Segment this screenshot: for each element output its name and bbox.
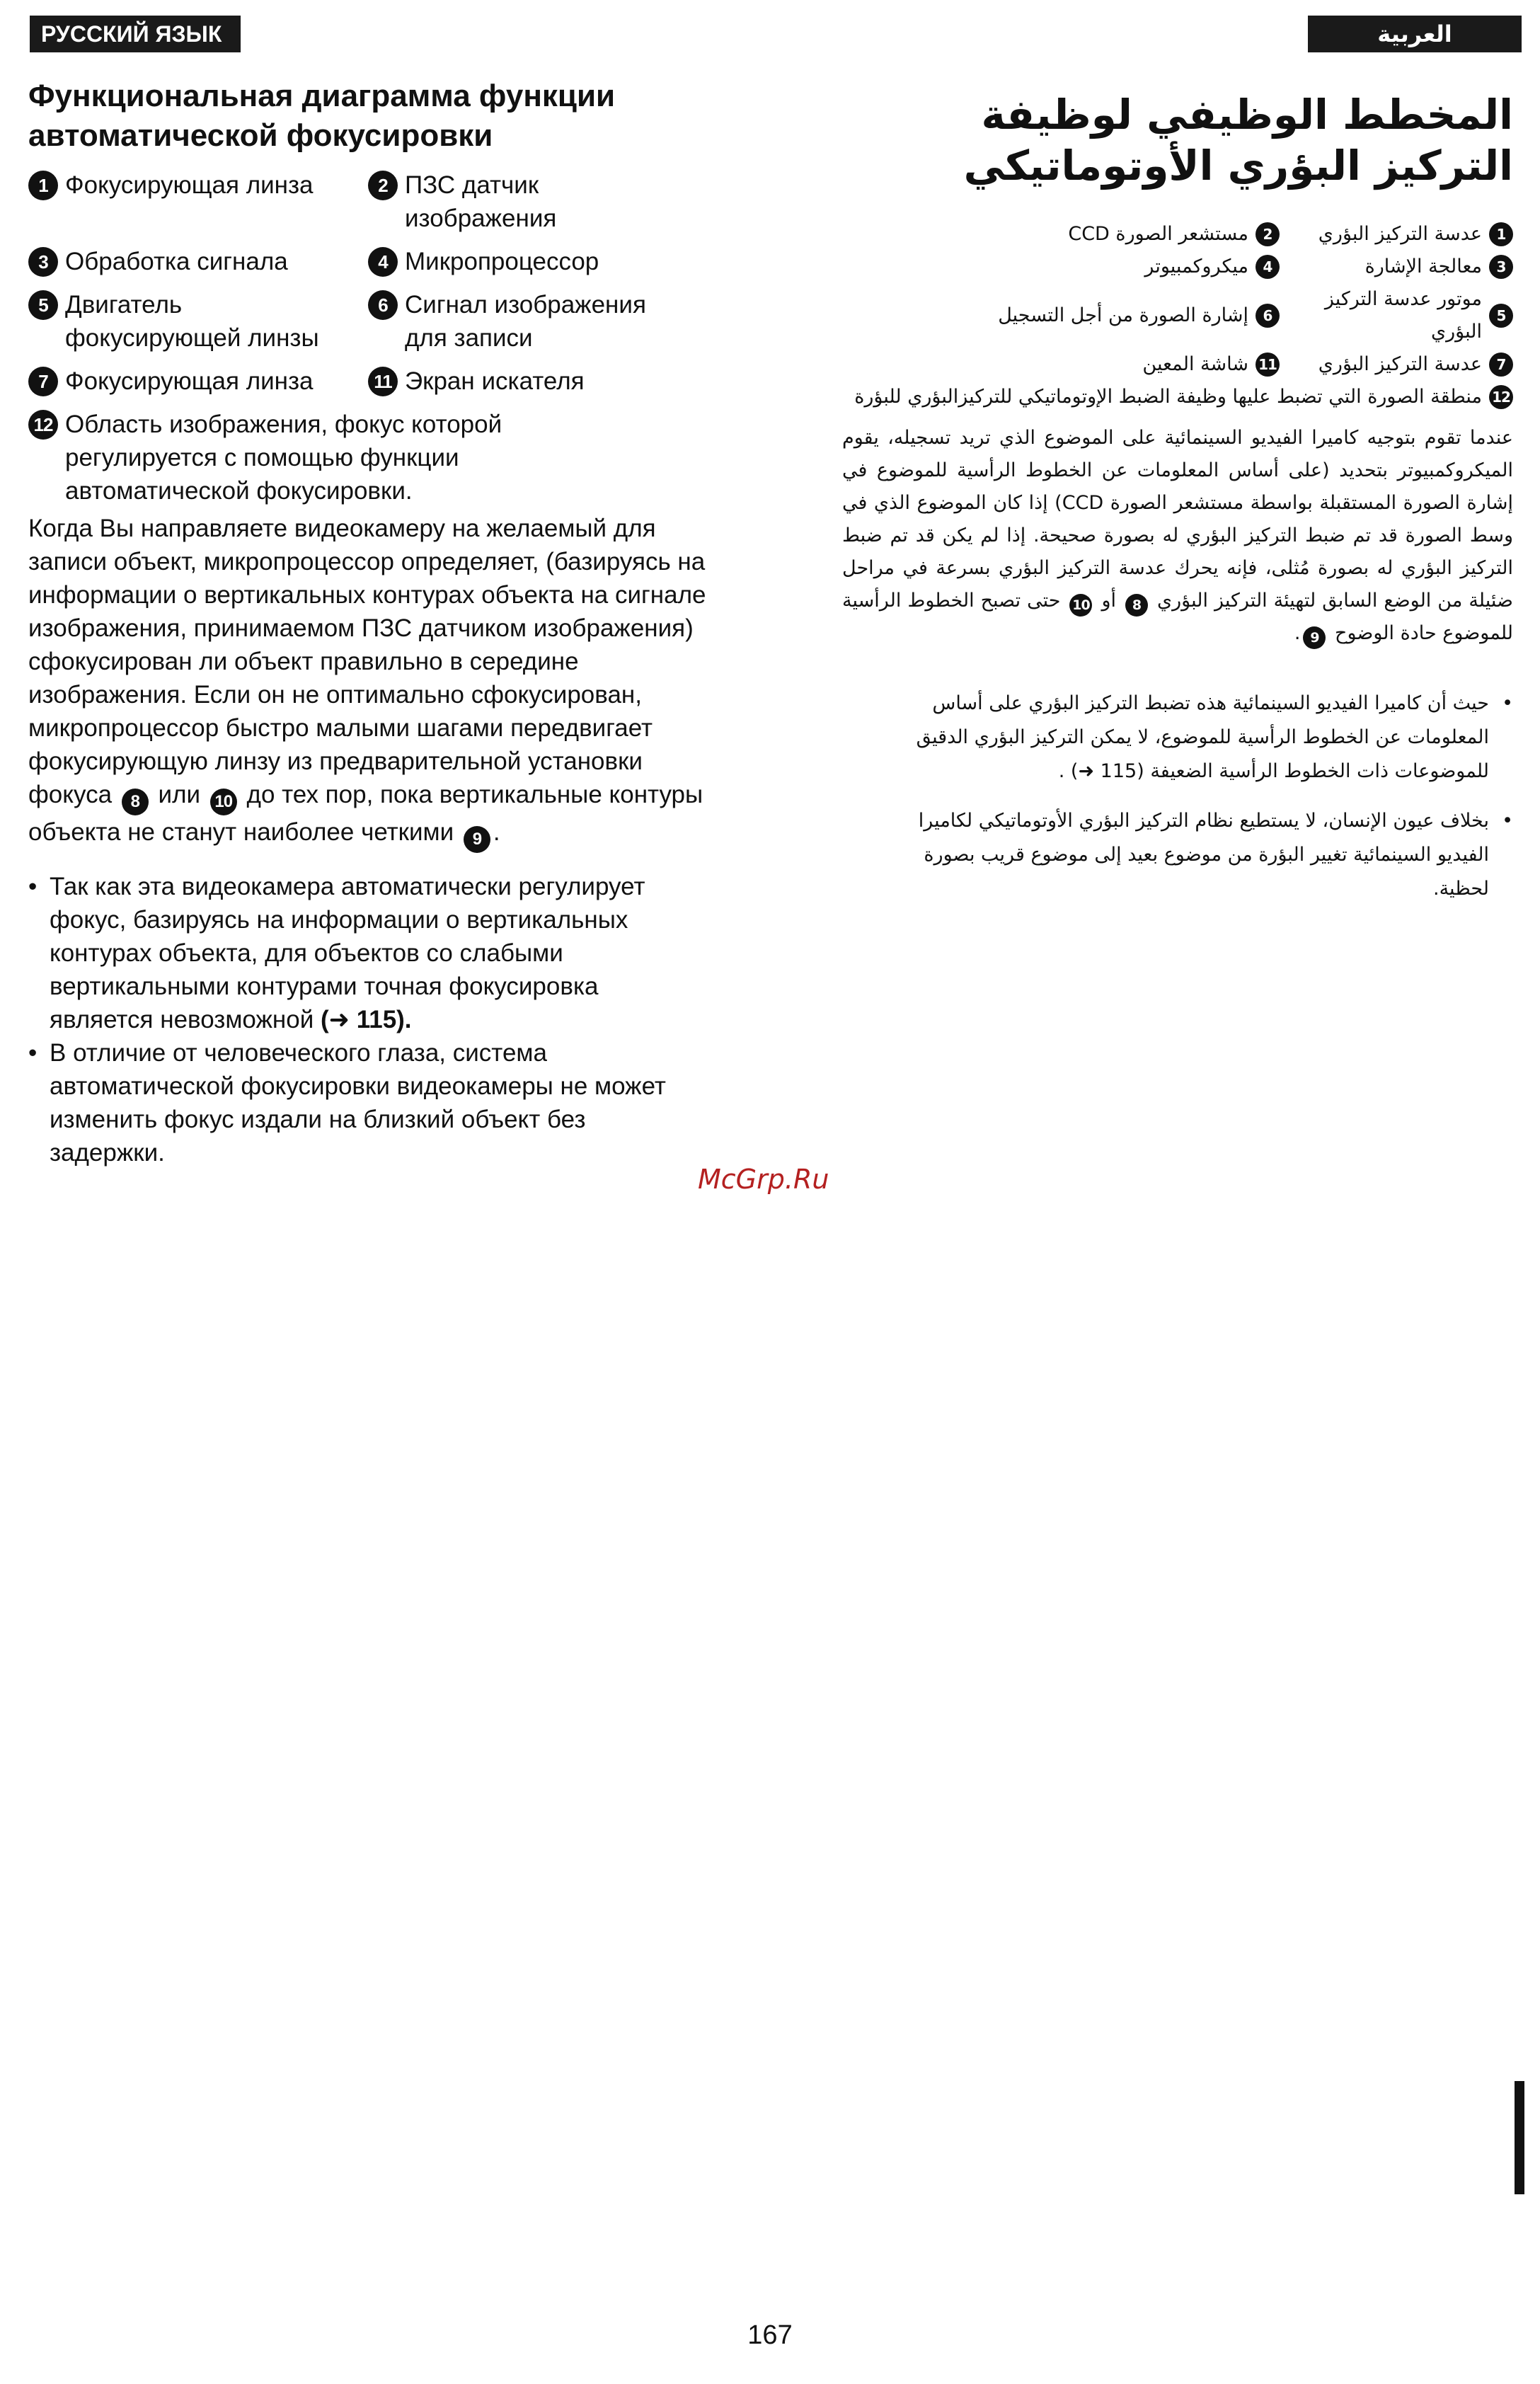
number-badge-icon: 1 bbox=[1489, 222, 1513, 246]
number-badge-icon: 3 bbox=[28, 247, 58, 277]
ar-notes-list bbox=[876, 687, 1513, 906]
ru-legend-text: ПЗС датчик изображения bbox=[405, 171, 557, 232]
ru-note-text: В отличие от человеческого глаза, система автоматической фокусировки видеокамеры не может изменить фокус издали на близкий объект без задержки. bbox=[50, 1039, 666, 1167]
ru-legend-text: Микропроцессор bbox=[405, 248, 599, 275]
arabic-column bbox=[842, 89, 1513, 922]
number-badge-icon: 2 bbox=[1255, 222, 1280, 246]
ru-body-paragraph bbox=[28, 512, 708, 853]
ar-diagram-legend bbox=[842, 218, 1513, 413]
number-badge-icon: 3 bbox=[1489, 255, 1513, 279]
ru-legend-item bbox=[28, 168, 368, 235]
number-badge-icon: 9 bbox=[464, 826, 490, 853]
ar-body-text: عندما تقوم بتوجيه كاميرا الفيديو السينمائية على الموضوع الذي تريد تسجيله، يقوم الميكروكمبيوتر بتحديد (على أساس المعلومات عن الخطوط الرأسية للموضوع في إشارة الصورة المستقبلة بواسطة مستشعر الصورة CCD) إذا كان الموضوع الذي في وسط الصورة قد تم ضبط التركيز البؤري له بصورة صحيحة. إذا لم يكن قد تم ضبط التركيز البؤري له بصورة مُثلى، فإنه يحرك عدسة التركيز البؤري بسرعة في مراحل ضئيلة من الوضع السابق لتهيئة التركيز البؤري bbox=[842, 427, 1513, 612]
number-badge-icon: 6 bbox=[1255, 304, 1280, 328]
number-badge-icon: 8 bbox=[122, 789, 149, 815]
ru-note-text: Так как эта видеокамера автоматически регулирует фокус, базируясь на информации о вертикальных контурах объекта, для объектов со слабыми вертикальными контурами точная фокусировка является невозможной bbox=[50, 873, 645, 1033]
russian-language-tab: РУССКИЙ ЯЗЫК bbox=[30, 16, 241, 52]
ar-section-title: المخطط الوظيفي لوظيفة التركيز البؤري الأوتوماتيكي bbox=[963, 91, 1513, 190]
number-badge-icon: 11 bbox=[1255, 353, 1280, 377]
ar-legend-item bbox=[855, 283, 1280, 348]
ar-note-item: • حيث أن كاميرا الفيديو السينمائية هذه تضبط التركيز البؤري على أساس المعلومات عن الخطوط الرأسية للموضوع، لا يمكن التركيز البؤري الدقيق للموضوعات ذات الخطوط الرأسية الضعيفة (115 ➜) . bbox=[876, 687, 1513, 789]
ar-legend-text: موتور عدسة التركيز البؤري bbox=[1324, 288, 1482, 343]
ru-body-text: или bbox=[158, 781, 201, 808]
ar-legend-item bbox=[1280, 251, 1513, 283]
ar-legend-text: شاشة المعين bbox=[1142, 353, 1248, 375]
number-badge-icon: 11 bbox=[368, 367, 398, 396]
ar-legend-text: عدسة التركيز البؤري bbox=[1318, 353, 1482, 375]
number-badge-icon: 12 bbox=[1489, 385, 1513, 409]
ru-note-item bbox=[28, 1036, 701, 1169]
ru-body-text: Когда Вы направляете видеокамеру на желаемый для записи объект, микропроцессор определяет, (базируясь на информации о вертикальных контурах объекта на сигнале изображения, принимаемом ПЗС датчиком изображения) сфокусирован ли объект правильно в середине изображения. Если он не оптимально сфокусирован, микропроцессор быстро малыми шагами передвигает фокусирующую линзу из предварительной установки фокуса bbox=[28, 515, 706, 808]
ru-legend-item bbox=[28, 365, 368, 398]
ru-legend-text: Фокусирующая линза bbox=[65, 367, 314, 395]
ru-legend-item bbox=[368, 365, 708, 398]
ru-section-title: Функциональная диаграмма функции автоматической фокусировки bbox=[28, 79, 616, 153]
ar-note-item: • بخلاف عيون الإنسان، لا يستطيع نظام التركيز البؤري الأوتوماتيكي لكاميرا الفيديو السينمائية تغيير البؤرة من موضوع بعيد إلى موضوع قريب بصورة لحظية. bbox=[876, 804, 1513, 906]
number-badge-icon: 2 bbox=[368, 171, 398, 200]
number-badge-icon: 1 bbox=[28, 171, 58, 200]
number-badge-icon: 4 bbox=[1255, 255, 1280, 279]
ru-diagram-legend bbox=[28, 168, 708, 508]
ar-legend-item bbox=[1280, 348, 1513, 381]
ru-legend-item bbox=[28, 408, 708, 508]
ru-legend-item bbox=[28, 288, 368, 355]
number-badge-icon: 7 bbox=[1489, 353, 1513, 377]
page-number: 167 bbox=[747, 2320, 793, 2350]
arabic-language-tab: العربية bbox=[1308, 16, 1522, 52]
ru-legend-text: Обработка сигнала bbox=[65, 248, 288, 275]
ar-legend-item bbox=[855, 348, 1280, 381]
ar-legend-text: عدسة التركيز البؤري bbox=[1318, 223, 1482, 245]
ar-legend-text: معالجة الإشارة bbox=[1364, 256, 1482, 277]
ar-legend-item bbox=[1280, 218, 1513, 251]
ru-legend-text: Область изображения, фокус которой регулируется с помощью функции автоматической фокусировки. bbox=[65, 411, 502, 505]
ru-legend-item bbox=[368, 245, 708, 278]
ru-notes-list bbox=[28, 870, 701, 1169]
ar-legend-item bbox=[855, 251, 1280, 283]
ar-legend-item bbox=[854, 381, 1513, 413]
ru-legend-text: Сигнал изображения для записи bbox=[405, 291, 646, 352]
ru-legend-text: Фокусирующая линза bbox=[65, 171, 314, 199]
number-badge-icon: 7 bbox=[28, 367, 58, 396]
ru-body-text: до тех пор, пока вертикальные контуры объекта не станут наиболее четкими bbox=[28, 781, 703, 846]
ar-body-text: . bbox=[1294, 622, 1301, 644]
ar-legend-item bbox=[855, 218, 1280, 251]
number-badge-icon: 9 bbox=[1303, 626, 1326, 649]
ar-legend-item bbox=[1280, 283, 1513, 348]
number-badge-icon: 4 bbox=[368, 247, 398, 277]
page-reference: (➜ 115). bbox=[320, 1006, 412, 1033]
page-edge-marker bbox=[1515, 2081, 1524, 2194]
ru-body-text: . bbox=[493, 818, 500, 846]
ar-legend-text: مستشعر الصورة CCD bbox=[1068, 223, 1248, 245]
ru-legend-item bbox=[28, 245, 368, 278]
number-badge-icon: 6 bbox=[368, 290, 398, 320]
ru-legend-text: Экран искателя bbox=[405, 367, 585, 395]
ru-legend-item bbox=[368, 288, 708, 355]
number-badge-icon: 10 bbox=[1069, 594, 1092, 617]
number-badge-icon: 10 bbox=[210, 789, 237, 815]
ru-legend-item bbox=[368, 168, 708, 235]
russian-column bbox=[28, 76, 708, 1169]
ar-body-text: أو bbox=[1101, 590, 1116, 612]
ar-body-paragraph bbox=[842, 422, 1513, 650]
ru-note-item bbox=[28, 870, 701, 1036]
number-badge-icon: 12 bbox=[28, 410, 58, 440]
number-badge-icon: 5 bbox=[1489, 304, 1513, 328]
watermark-text: McGrp.Ru bbox=[698, 1164, 829, 1195]
number-badge-icon: 8 bbox=[1125, 594, 1148, 617]
ar-legend-text: ميكروكمبيوتر bbox=[1144, 256, 1248, 277]
ar-body-text: حتى تصبح الخطوط الرأسية للموضوع حادة الوضوح bbox=[842, 590, 1513, 644]
ar-legend-text: منطقة الصورة التي تضبط عليها وظيفة الضبط الإوتوماتيكي للتركيزالبؤري للبؤرة bbox=[854, 386, 1482, 408]
ru-legend-text: Двигатель фокусирующей линзы bbox=[65, 291, 319, 352]
number-badge-icon: 5 bbox=[28, 290, 58, 320]
ar-legend-text: إشارة الصورة من أجل التسجيل bbox=[998, 304, 1248, 326]
